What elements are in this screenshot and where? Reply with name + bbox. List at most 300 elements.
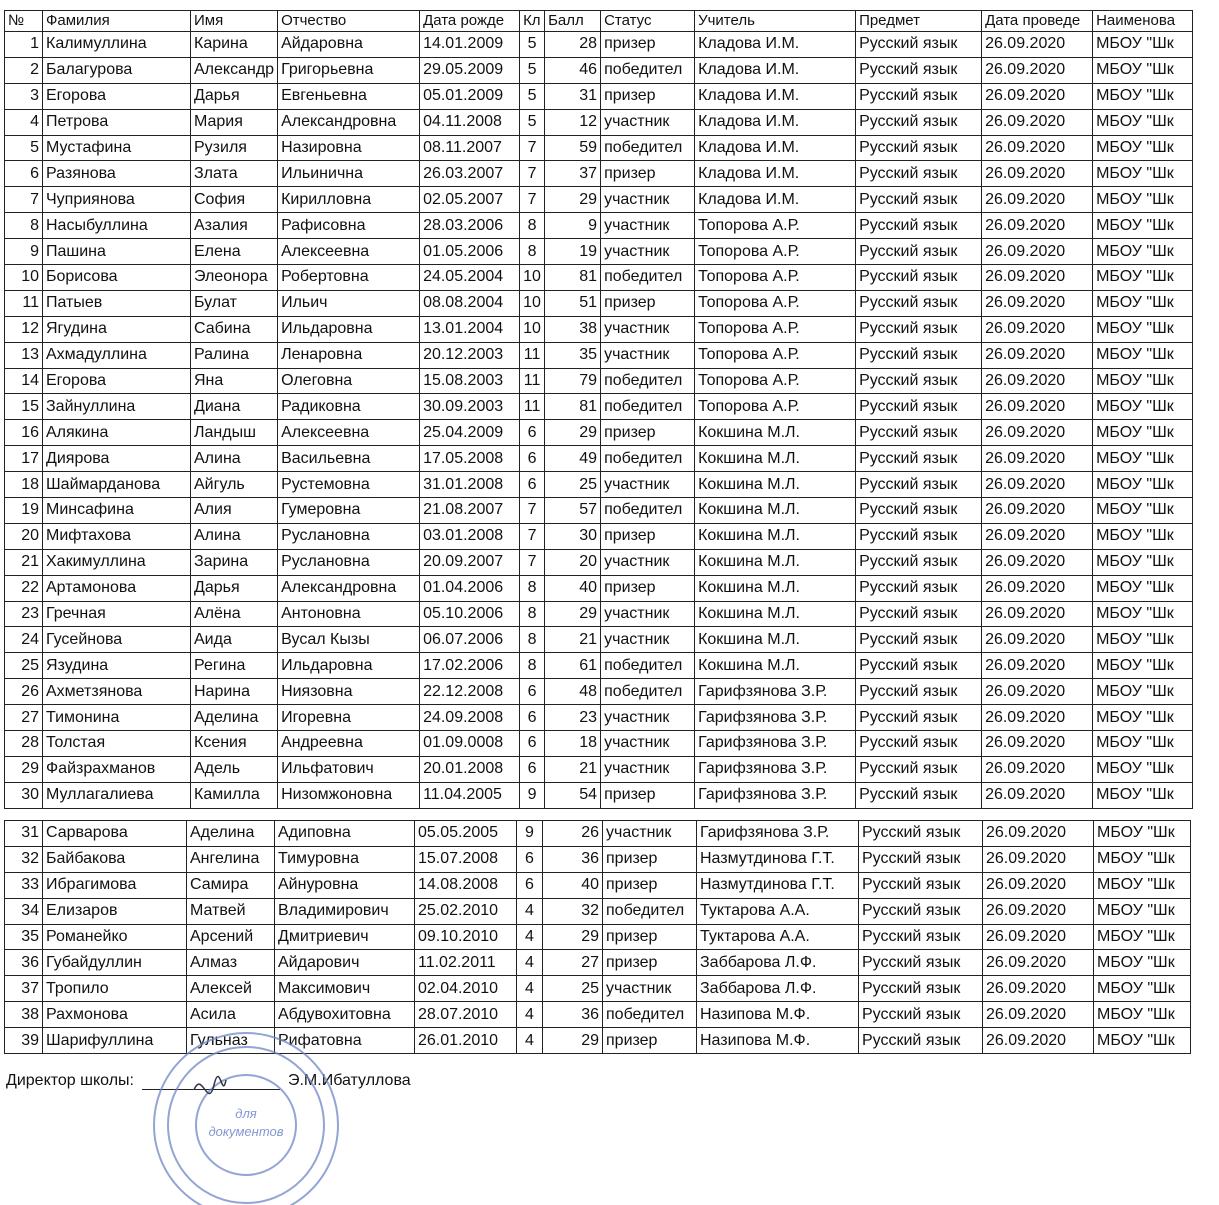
table-cell: Кокшина М.Л. bbox=[695, 575, 856, 601]
table-row bbox=[5, 549, 1193, 575]
table-cell: 09.10.2010 bbox=[415, 924, 517, 950]
table-cell: участник bbox=[601, 187, 695, 213]
table-cell: Азалия bbox=[191, 213, 278, 239]
table-cell: Русский язык bbox=[856, 653, 982, 679]
table-cell: 29 bbox=[545, 187, 601, 213]
table-cell: МБОУ "Шк bbox=[1093, 368, 1193, 394]
table-cell: Рифатовна bbox=[275, 1028, 415, 1054]
table-cell: Заббарова Л.Ф. bbox=[697, 950, 859, 976]
table-cell: Русский язык bbox=[859, 950, 983, 976]
table-cell: МБОУ "Шк bbox=[1093, 213, 1193, 239]
table-cell: 25 bbox=[5, 653, 43, 679]
table-cell: Русский язык bbox=[859, 872, 983, 898]
table-cell: Топорова А.Р. bbox=[695, 290, 856, 316]
table-cell: МБОУ "Шк bbox=[1093, 290, 1193, 316]
table-cell: Рузиля bbox=[191, 135, 278, 161]
table-cell: 26.09.2020 bbox=[982, 394, 1093, 420]
table-cell: 7 bbox=[520, 161, 545, 187]
table-cell: 37 bbox=[5, 976, 43, 1002]
table-cell: 5 bbox=[520, 32, 545, 58]
table-cell: 49 bbox=[545, 446, 601, 472]
table-cell: 26.09.2020 bbox=[982, 782, 1093, 808]
table-cell: Аида bbox=[191, 627, 278, 653]
table-cell: Дарья bbox=[191, 83, 278, 109]
table-cell: Борисова bbox=[43, 265, 191, 291]
table-cell: Тимонина bbox=[43, 705, 191, 731]
table-cell: Русский язык bbox=[859, 1002, 983, 1028]
table-cell: призер bbox=[603, 950, 697, 976]
table-cell: Тропило bbox=[43, 976, 187, 1002]
table-cell: 9 bbox=[517, 821, 543, 847]
table-cell: Евгеньевна bbox=[278, 83, 420, 109]
table-cell: Топорова А.Р. bbox=[695, 239, 856, 265]
table-cell: 2 bbox=[5, 57, 43, 83]
table-cell: МБОУ "Шк bbox=[1094, 1002, 1191, 1028]
table-cell: Русский язык bbox=[856, 265, 982, 291]
table-cell: Айгуль bbox=[191, 472, 278, 498]
table-cell: Шаймарданова bbox=[43, 472, 191, 498]
table-row bbox=[5, 32, 1193, 58]
table-cell: 33 bbox=[5, 872, 43, 898]
table-cell: МБОУ "Шк bbox=[1094, 872, 1191, 898]
table-row bbox=[5, 342, 1193, 368]
table-cell: Елизаров bbox=[43, 898, 187, 924]
table-cell: 9 bbox=[545, 213, 601, 239]
table-cell: Минсафина bbox=[43, 498, 191, 524]
table-cell: Кокшина М.Л. bbox=[695, 446, 856, 472]
table-cell: МБОУ "Шк bbox=[1093, 265, 1193, 291]
table-cell: Кладова И.М. bbox=[695, 57, 856, 83]
table-cell: Заббарова Л.Ф. bbox=[697, 976, 859, 1002]
header-cell: Имя bbox=[191, 11, 278, 32]
table-cell: Самира bbox=[187, 872, 275, 898]
table-row bbox=[5, 290, 1193, 316]
table-cell: 29 bbox=[543, 1028, 603, 1054]
table-cell: 4 bbox=[5, 109, 43, 135]
table-cell: Топорова А.Р. bbox=[695, 316, 856, 342]
table-cell: Алёна bbox=[191, 601, 278, 627]
header-cell: Наименова bbox=[1093, 11, 1193, 32]
header-cell: Кл bbox=[520, 11, 545, 32]
table-cell: 26.09.2020 bbox=[983, 846, 1094, 872]
table-cell: МБОУ "Шк bbox=[1093, 420, 1193, 446]
table-cell: Русский язык bbox=[856, 498, 982, 524]
table-cell: Александровна bbox=[278, 109, 420, 135]
table-cell: 29.05.2009 bbox=[420, 57, 520, 83]
table-cell: 9 bbox=[520, 782, 545, 808]
table-cell: 7 bbox=[520, 135, 545, 161]
table-cell: 11.04.2005 bbox=[420, 782, 520, 808]
table-cell: 22 bbox=[5, 575, 43, 601]
table-cell: МБОУ "Шк bbox=[1093, 57, 1193, 83]
table-cell: призер bbox=[603, 846, 697, 872]
table-cell: Рафисовна bbox=[278, 213, 420, 239]
table-cell: Гульназ bbox=[187, 1028, 275, 1054]
table-cell: 31.01.2008 bbox=[420, 472, 520, 498]
table-cell: 06.07.2006 bbox=[420, 627, 520, 653]
table-cell: Русский язык bbox=[859, 1028, 983, 1054]
table-row bbox=[5, 83, 1193, 109]
table-cell: 26.09.2020 bbox=[982, 135, 1093, 161]
table-cell: Айнуровна bbox=[275, 872, 415, 898]
table-cell: МБОУ "Шк bbox=[1093, 679, 1193, 705]
table-cell: МБОУ "Шк bbox=[1093, 627, 1193, 653]
table-cell: 3 bbox=[5, 83, 43, 109]
table-cell: Алякина bbox=[43, 420, 191, 446]
table-cell: Топорова А.Р. bbox=[695, 265, 856, 291]
table-cell: призер bbox=[601, 83, 695, 109]
table-cell: победител bbox=[601, 57, 695, 83]
table-cell: призер bbox=[601, 290, 695, 316]
table-cell: Назмутдинова Г.Т. bbox=[697, 872, 859, 898]
table-cell: Кокшина М.Л. bbox=[695, 472, 856, 498]
table-cell: 6 bbox=[517, 872, 543, 898]
table-row bbox=[5, 523, 1193, 549]
table-cell: 26.09.2020 bbox=[983, 872, 1094, 898]
table-cell: 29 bbox=[543, 924, 603, 950]
table-cell: Русский язык bbox=[856, 731, 982, 757]
table-cell: Калимуллина bbox=[43, 32, 191, 58]
table-cell: 8 bbox=[520, 627, 545, 653]
table-cell: Егорова bbox=[43, 368, 191, 394]
table-cell: Нарина bbox=[191, 679, 278, 705]
table-cell: победител bbox=[603, 898, 697, 924]
table-cell: 7 bbox=[520, 549, 545, 575]
table-cell: Кладова И.М. bbox=[695, 187, 856, 213]
table-cell: Ангелина bbox=[187, 846, 275, 872]
table-cell: МБОУ "Шк bbox=[1093, 601, 1193, 627]
table-cell: Кладова И.М. bbox=[695, 161, 856, 187]
table-cell: 25.02.2010 bbox=[415, 898, 517, 924]
table-cell: 26.09.2020 bbox=[982, 679, 1093, 705]
table-cell: МБОУ "Шк bbox=[1093, 135, 1193, 161]
table-cell: Владимирович bbox=[275, 898, 415, 924]
table-cell: 38 bbox=[545, 316, 601, 342]
table-cell: Губайдуллин bbox=[43, 950, 187, 976]
table-cell: Русский язык bbox=[856, 575, 982, 601]
table-cell: Топорова А.Р. bbox=[695, 342, 856, 368]
table-cell: Русский язык bbox=[856, 601, 982, 627]
table-cell: 18 bbox=[545, 731, 601, 757]
header-cell: № bbox=[5, 11, 43, 32]
table-cell: 26.09.2020 bbox=[982, 523, 1093, 549]
table-cell: участник bbox=[601, 627, 695, 653]
table-cell: Артамонова bbox=[43, 575, 191, 601]
table-cell: 59 bbox=[545, 135, 601, 161]
table-cell: 36 bbox=[543, 1002, 603, 1028]
table-cell: 26.09.2020 bbox=[983, 821, 1094, 847]
table-cell: Элеонора bbox=[191, 265, 278, 291]
table-cell: Аделина bbox=[191, 705, 278, 731]
table-cell: МБОУ "Шк bbox=[1093, 575, 1193, 601]
table-cell: Кладова И.М. bbox=[695, 32, 856, 58]
table-cell: победител bbox=[601, 135, 695, 161]
table-cell: 6 bbox=[520, 446, 545, 472]
table-cell: Русский язык bbox=[856, 394, 982, 420]
table-cell: Назипова М.Ф. bbox=[697, 1028, 859, 1054]
table-row bbox=[5, 679, 1193, 705]
table-cell: призер bbox=[601, 575, 695, 601]
table-cell: Руслановна bbox=[278, 549, 420, 575]
table-cell: Петрова bbox=[43, 109, 191, 135]
director-label: Директор школы: bbox=[6, 1072, 134, 1089]
table-cell: 10 bbox=[5, 265, 43, 291]
stamp-text-line2: документов bbox=[208, 1124, 284, 1139]
table-cell: 36 bbox=[543, 846, 603, 872]
table-cell: призер bbox=[603, 1028, 697, 1054]
table-cell: 6 bbox=[520, 756, 545, 782]
table-cell: 6 bbox=[517, 846, 543, 872]
table-cell: Айдарович bbox=[275, 950, 415, 976]
table-row bbox=[5, 575, 1193, 601]
table-cell: участник bbox=[601, 109, 695, 135]
table-cell: 02.04.2010 bbox=[415, 976, 517, 1002]
table-cell: 4 bbox=[517, 1028, 543, 1054]
table-cell: победител bbox=[601, 394, 695, 420]
table-cell: Муллагалиева bbox=[43, 782, 191, 808]
table-cell: Русский язык bbox=[856, 627, 982, 653]
table-cell: призер bbox=[601, 523, 695, 549]
table-row bbox=[5, 446, 1193, 472]
table-cell: 15 bbox=[5, 394, 43, 420]
table-cell: 12 bbox=[545, 109, 601, 135]
table-cell: 26.09.2020 bbox=[982, 575, 1093, 601]
table-cell: 81 bbox=[545, 394, 601, 420]
table-cell: 14.01.2009 bbox=[420, 32, 520, 58]
table-cell: 26.09.2020 bbox=[982, 653, 1093, 679]
table-cell: 15.07.2008 bbox=[415, 846, 517, 872]
table-cell: 13.01.2004 bbox=[420, 316, 520, 342]
table-cell: 31 bbox=[545, 83, 601, 109]
table-cell: 26.09.2020 bbox=[983, 1002, 1094, 1028]
table-cell: Елена bbox=[191, 239, 278, 265]
table-cell: Алия bbox=[191, 498, 278, 524]
table-cell: 39 bbox=[5, 1028, 43, 1054]
table-row bbox=[5, 846, 1191, 872]
table-cell: МБОУ "Шк bbox=[1093, 239, 1193, 265]
header-cell: Дата рожде bbox=[420, 11, 520, 32]
table-cell: Григорьевна bbox=[278, 57, 420, 83]
table-cell: 34 bbox=[5, 898, 43, 924]
table-cell: 26.09.2020 bbox=[982, 472, 1093, 498]
table-cell: 08.08.2004 bbox=[420, 290, 520, 316]
header-cell: Предмет bbox=[856, 11, 982, 32]
table-cell: Русский язык bbox=[856, 549, 982, 575]
table-row bbox=[5, 239, 1193, 265]
table-cell: 29 bbox=[5, 756, 43, 782]
table-cell: Алина bbox=[191, 446, 278, 472]
table-cell: Топорова А.Р. bbox=[695, 394, 856, 420]
table-cell: Кладова И.М. bbox=[695, 109, 856, 135]
table-cell: участник bbox=[601, 756, 695, 782]
table-cell: 01.09.0008 bbox=[420, 731, 520, 757]
header-cell: Фамилия bbox=[43, 11, 191, 32]
table-cell: 21.08.2007 bbox=[420, 498, 520, 524]
table-row bbox=[5, 627, 1193, 653]
results-table-part-2 bbox=[4, 820, 1191, 1054]
table-cell: Олеговна bbox=[278, 368, 420, 394]
table-cell: Дмитриевич bbox=[275, 924, 415, 950]
table-cell: Злата bbox=[191, 161, 278, 187]
table-cell: 26.09.2020 bbox=[983, 950, 1094, 976]
table-cell: Русский язык bbox=[856, 187, 982, 213]
table-cell: Низомжоновна bbox=[278, 782, 420, 808]
table-cell: 11 bbox=[520, 368, 545, 394]
table-cell: Регина bbox=[191, 653, 278, 679]
table-cell: Шарифуллина bbox=[43, 1028, 187, 1054]
table-row bbox=[5, 420, 1193, 446]
table-cell: Мустафина bbox=[43, 135, 191, 161]
table-row bbox=[5, 782, 1193, 808]
table-cell: Диярова bbox=[43, 446, 191, 472]
table-cell: 26.09.2020 bbox=[982, 109, 1093, 135]
table-cell: 5 bbox=[520, 83, 545, 109]
table-cell: Гарифзянова З.Р. bbox=[695, 731, 856, 757]
table-cell: Русский язык bbox=[856, 213, 982, 239]
table-cell: 10 bbox=[520, 265, 545, 291]
table-cell: участник bbox=[601, 549, 695, 575]
table-cell: 26.09.2020 bbox=[982, 731, 1093, 757]
table-cell: Вусал Кызы bbox=[278, 627, 420, 653]
table-cell: МБОУ "Шк bbox=[1093, 83, 1193, 109]
table-cell: МБОУ "Шк bbox=[1094, 950, 1191, 976]
table-cell: 28 bbox=[545, 32, 601, 58]
table-cell: 20.12.2003 bbox=[420, 342, 520, 368]
table-cell: 23 bbox=[5, 601, 43, 627]
table-cell: Русский язык bbox=[856, 342, 982, 368]
table-cell: Русский язык bbox=[859, 898, 983, 924]
table-cell: Радиковна bbox=[278, 394, 420, 420]
header-row bbox=[5, 11, 1193, 32]
results-table-part-1 bbox=[4, 10, 1193, 809]
table-cell: Андреевна bbox=[278, 731, 420, 757]
table-cell: участник bbox=[601, 213, 695, 239]
table-cell: 7 bbox=[520, 498, 545, 524]
table-cell: 05.10.2006 bbox=[420, 601, 520, 627]
table-cell: Айдаровна bbox=[278, 32, 420, 58]
table-cell: Русский язык bbox=[856, 679, 982, 705]
table-cell: МБОУ "Шк bbox=[1093, 32, 1193, 58]
table-cell: 26.09.2020 bbox=[983, 924, 1094, 950]
table-cell: МБОУ "Шк bbox=[1094, 976, 1191, 1002]
table-cell: участник bbox=[601, 705, 695, 731]
table-cell: Русский язык bbox=[856, 420, 982, 446]
table-cell: Кокшина М.Л. bbox=[695, 549, 856, 575]
table-cell: Ильинична bbox=[278, 161, 420, 187]
table-cell: Ландыш bbox=[191, 420, 278, 446]
table-cell: Русский язык bbox=[856, 782, 982, 808]
table-cell: Гумеровна bbox=[278, 498, 420, 524]
table-cell: 26.09.2020 bbox=[982, 498, 1093, 524]
table-cell: Русский язык bbox=[856, 109, 982, 135]
table-cell: победител bbox=[601, 446, 695, 472]
table-cell: 26.09.2020 bbox=[982, 627, 1093, 653]
table-cell: МБОУ "Шк bbox=[1093, 187, 1193, 213]
table-cell: Рахмонова bbox=[43, 1002, 187, 1028]
table-cell: Адиповна bbox=[275, 821, 415, 847]
table-cell: 31 bbox=[5, 821, 43, 847]
table-cell: 26.09.2020 bbox=[982, 187, 1093, 213]
stamp-text-line1: для bbox=[235, 1106, 257, 1121]
table-cell: 26.09.2020 bbox=[982, 290, 1093, 316]
table-cell: Васильевна bbox=[278, 446, 420, 472]
table-cell: победител bbox=[601, 653, 695, 679]
table-cell: 40 bbox=[545, 575, 601, 601]
table-cell: Асила bbox=[187, 1002, 275, 1028]
header-cell: Балл bbox=[545, 11, 601, 32]
table-cell: Русский язык bbox=[856, 83, 982, 109]
table-cell: 26.09.2020 bbox=[982, 32, 1093, 58]
table-cell: Ниязовна bbox=[278, 679, 420, 705]
table-cell: МБОУ "Шк bbox=[1093, 782, 1193, 808]
table-cell: 26 bbox=[5, 679, 43, 705]
table-cell: Балагурова bbox=[43, 57, 191, 83]
table-cell: участник bbox=[601, 601, 695, 627]
table-row bbox=[5, 472, 1193, 498]
table-row bbox=[5, 705, 1193, 731]
table-cell: Алексей bbox=[187, 976, 275, 1002]
table-cell: Робертовна bbox=[278, 265, 420, 291]
table-cell: Ильдаровна bbox=[278, 653, 420, 679]
table-row bbox=[5, 601, 1193, 627]
table-cell: Русский язык bbox=[856, 368, 982, 394]
table-row bbox=[5, 316, 1193, 342]
table-cell: 6 bbox=[520, 679, 545, 705]
table-row bbox=[5, 498, 1193, 524]
table-cell: 26.09.2020 bbox=[983, 1028, 1094, 1054]
table-cell: Русский язык bbox=[856, 290, 982, 316]
table-cell: Максимович bbox=[275, 976, 415, 1002]
table-row bbox=[5, 653, 1193, 679]
table-cell: Гречная bbox=[43, 601, 191, 627]
table-cell: Булат bbox=[191, 290, 278, 316]
table-cell: Ксения bbox=[191, 731, 278, 757]
table-cell: 4 bbox=[517, 898, 543, 924]
table-cell: Руслановна bbox=[278, 523, 420, 549]
table-cell: участник bbox=[601, 316, 695, 342]
table-cell: 30.09.2003 bbox=[420, 394, 520, 420]
table-cell: Игоревна bbox=[278, 705, 420, 731]
table-cell: 81 bbox=[545, 265, 601, 291]
table-cell: 11.02.2011 bbox=[415, 950, 517, 976]
table-cell: Ленаровна bbox=[278, 342, 420, 368]
table-cell: 6 bbox=[520, 472, 545, 498]
table-cell: Русский язык bbox=[856, 161, 982, 187]
table-cell: 4 bbox=[517, 1002, 543, 1028]
table-cell: 24 bbox=[5, 627, 43, 653]
table-row bbox=[5, 213, 1193, 239]
table-cell: 18 bbox=[5, 472, 43, 498]
table-cell: Зайнуллина bbox=[43, 394, 191, 420]
table-cell: Ахметзянова bbox=[43, 679, 191, 705]
table-cell: 22.12.2008 bbox=[420, 679, 520, 705]
table-cell: Егорова bbox=[43, 83, 191, 109]
table-cell: 15.08.2003 bbox=[420, 368, 520, 394]
table-cell: МБОУ "Шк bbox=[1093, 109, 1193, 135]
table-cell: 79 bbox=[545, 368, 601, 394]
table-cell: 8 bbox=[5, 213, 43, 239]
table-cell: Антоновна bbox=[278, 601, 420, 627]
table-cell: МБОУ "Шк bbox=[1093, 653, 1193, 679]
table-row bbox=[5, 368, 1193, 394]
table-cell: 48 bbox=[545, 679, 601, 705]
table-cell: 05.01.2009 bbox=[420, 83, 520, 109]
table-cell: 23 bbox=[545, 705, 601, 731]
table-cell: Арсений bbox=[187, 924, 275, 950]
table-cell: Русский язык bbox=[856, 239, 982, 265]
table-cell: Кокшина М.Л. bbox=[695, 653, 856, 679]
table-row bbox=[5, 57, 1193, 83]
